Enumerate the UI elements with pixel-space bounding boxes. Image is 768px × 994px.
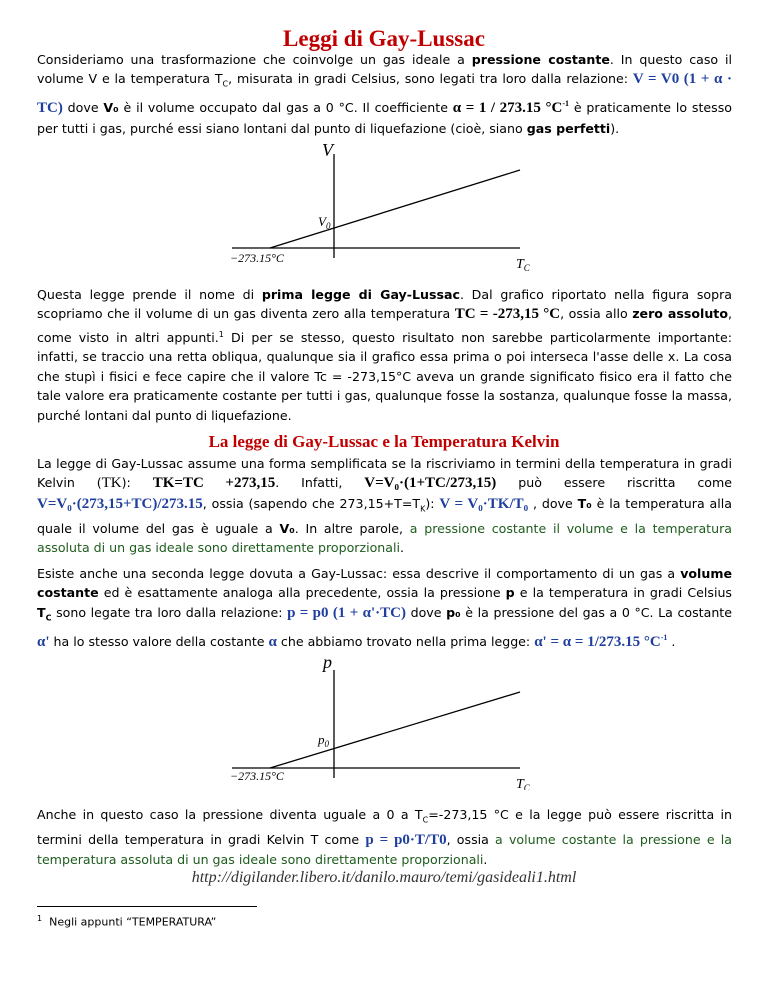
intercept-label: $p_0$ xyxy=(318,732,329,749)
first-law-paragraph: Questa legge prende il nome di prima legge di Gay-Lussac. Dal grafico riportato nella figura sopra scopriamo che il volume di un gas diventa zero alla temperatura TC = -273,15 °C, ossia allo zero assoluto, come visto in altri appunti.$^1$ Di per se stesso, questo risultato non sarebbe particolarmente importante: infatti, se traccio una retta obliqua, qualunque sia il grafico essa prima o poi interseca l'asse delle x. La cosa che stupì i fisici e fece capire che il valore Tc = -273,15°C aveva un grande significato fisico era il fatto che tale valore era praticamente costante per tutti i gas, qualunque fosse la sostanza, qualunque fosse la massa, purché lontani dal punto di liquefazione. xyxy=(37,287,732,423)
second-law-paragraph: Esiste anche una seconda legge dovuta a Gay-Lussac: essa descrive il comportamento di un gas a volume costante ed è esattamente analoga alla precedente, ossia la pressione p e la temperatura in gradi Celsius $T_C$ sono legate tra loro dalla relazione: p = p0 (1 + α'·TC) dove p₀ è la pressione del gas a 0 °C. La costante α' ha lo stesso valore della costante α che abbiamo trovato nella prima legge: α' = α = 1/273.15 $^\circ C^{-1}$ . xyxy=(37,566,732,650)
volume-temperature-graph xyxy=(220,136,550,276)
y-axis-label: p xyxy=(323,652,332,672)
footnote-divider xyxy=(37,906,257,907)
x-axis-label: $T_C$ xyxy=(516,777,530,790)
kelvin-paragraph: La legge di Gay-Lussac assume una forma semplificata se la riscriviamo in termini della temperatura in gradi Kelvin (TK): TK=TC +273,15. Infatti, V=V₀·(1+TC/273,15) può essere riscritta come V=V₀·(273,15+TC)/273.15, ossia (sapendo che $273,15+T=T_K$): V = V₀·TK/T₀ , dove T₀ è la temperatura alla quale il volume del gas è uguale a V₀. In altre parole, a pressione costante il volume e la temperatura assoluta di un gas ideale sono direttamente proporzionali. xyxy=(37,456,732,556)
y-axis-label: V xyxy=(322,140,333,160)
intro-paragraph: Consideriamo una trasformazione che coinvolge un gas ideale a pressione costante. In questo caso il volume V e la temperatura $T_C$, misurata in gradi Celsius, sono legati tra loro dalla relazione: V = V0 (1 + α · TC) dove V₀ è il volume occupato dal gas a 0 °C. Il coefficiente α = 1 / 273.15 $^\circ C^{-1}$ è praticamente lo stesso per tutti i gas, purché essi siano lontani dal punto di liquefazione (cioè, siano gas perfetti). xyxy=(37,52,732,136)
pressure-temperature-graph xyxy=(220,650,550,790)
intercept-label: $V_0$ xyxy=(318,214,331,231)
footnote: $^1$ Negli appunti “TEMPERATURA” xyxy=(37,914,217,929)
section-title: La legge di Gay-Lussac e la Temperatura Kelvin xyxy=(208,432,560,451)
trend-line xyxy=(270,692,520,768)
x-axis-label: $T_C$ xyxy=(516,257,530,273)
origin-label: −273.15°C xyxy=(230,769,284,783)
trend-line xyxy=(270,170,520,248)
source-url[interactable]: http://digilander.libero.it/danilo.mauro/temi/gasideali1.html xyxy=(191,869,577,886)
footnote-ref[interactable]: 1 xyxy=(218,329,224,339)
origin-label: −273.15°C xyxy=(230,251,284,265)
second-law-kelvin-paragraph: Anche in questo caso la pressione diventa uguale a 0 a $T_C=-273,15$ °C e la legge può essere riscritta in termini della temperatura in gradi Kelvin T come p = p0·T/T0, ossia a volume costante la pressione e la temperatura assoluta di un gas ideale sono direttamente proporzionali. xyxy=(37,807,732,868)
formula-volume-celsius: V = V0 (1 + α · TC) xyxy=(37,71,732,117)
page-title: Leggi di Gay-Lussac xyxy=(283,26,485,51)
